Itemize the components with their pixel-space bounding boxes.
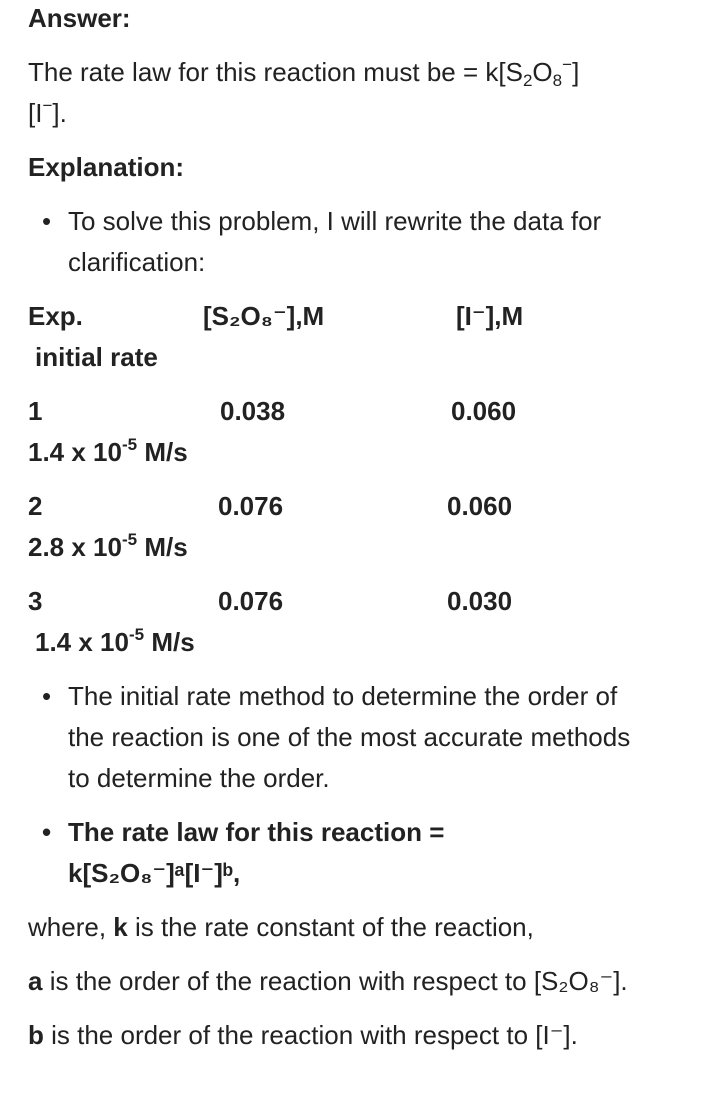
table-row-rate [28, 527, 708, 568]
header-exp: Exp. [28, 301, 83, 331]
cell-iodide: 0.060 [447, 491, 513, 521]
bullet-list-1 [0, 201, 708, 283]
explanation-heading: Explanation: [28, 152, 185, 182]
where-a-line: a is the order of the reaction with respect to [S₂O₈⁻]. [28, 966, 628, 996]
cell-s2o8: 0.076 [218, 586, 284, 616]
answer-statement: The rate law for this reaction must be = $k[S_2O_8^-]$ [I−]. [28, 55, 580, 128]
answer-heading: Answer: [28, 3, 131, 33]
data-table [28, 296, 708, 663]
cell-rate: 2.8 x $10^{-5}$ M/s [28, 530, 188, 562]
bullet-item: • To solve this problem, I will rewrite the data for clarification: [0, 201, 658, 283]
cell-exp: 2 [28, 491, 43, 521]
bullet-list-2 [0, 676, 708, 799]
cell-rate: 1.4 x $10^{-5}$ M/s [28, 435, 188, 467]
table-row [28, 581, 708, 622]
where-k-line: where, k is the rate constant of the reaction, [28, 912, 534, 942]
answer-document [28, 0, 708, 1056]
table-row-rate [28, 432, 708, 473]
bullet-list-3 [0, 812, 708, 894]
bullet-item: • The initial rate method to determine the order of the reaction is one of the most accurate methods to determine the order. [0, 676, 633, 799]
cell-exp: 3 [28, 586, 43, 616]
table-row [28, 486, 708, 527]
header-rate: initial rate [35, 342, 158, 372]
table-row [28, 391, 708, 432]
where-b-line: b is the order of the reaction with respect to [I⁻]. [28, 1020, 578, 1050]
cell-iodide: 0.030 [447, 586, 513, 616]
header-s2o8: [S₂O₈⁻],M [203, 301, 325, 331]
bullet-item-rate-law: • The rate law for this reaction = k[S₂O₈⁻]ᵃ[I⁻]ᵇ, [0, 812, 628, 894]
table-header-rate [28, 337, 708, 378]
cell-rate: 1.4 x $10^{-5}$ M/s [35, 625, 195, 657]
cell-s2o8: 0.076 [218, 491, 284, 521]
table-header-row [28, 296, 708, 337]
table-row-rate [28, 622, 708, 663]
header-iodide: [I⁻],M [456, 301, 524, 331]
cell-s2o8: 0.038 [220, 396, 286, 426]
cell-exp: 1 [28, 396, 43, 426]
cell-iodide: 0.060 [451, 396, 517, 426]
